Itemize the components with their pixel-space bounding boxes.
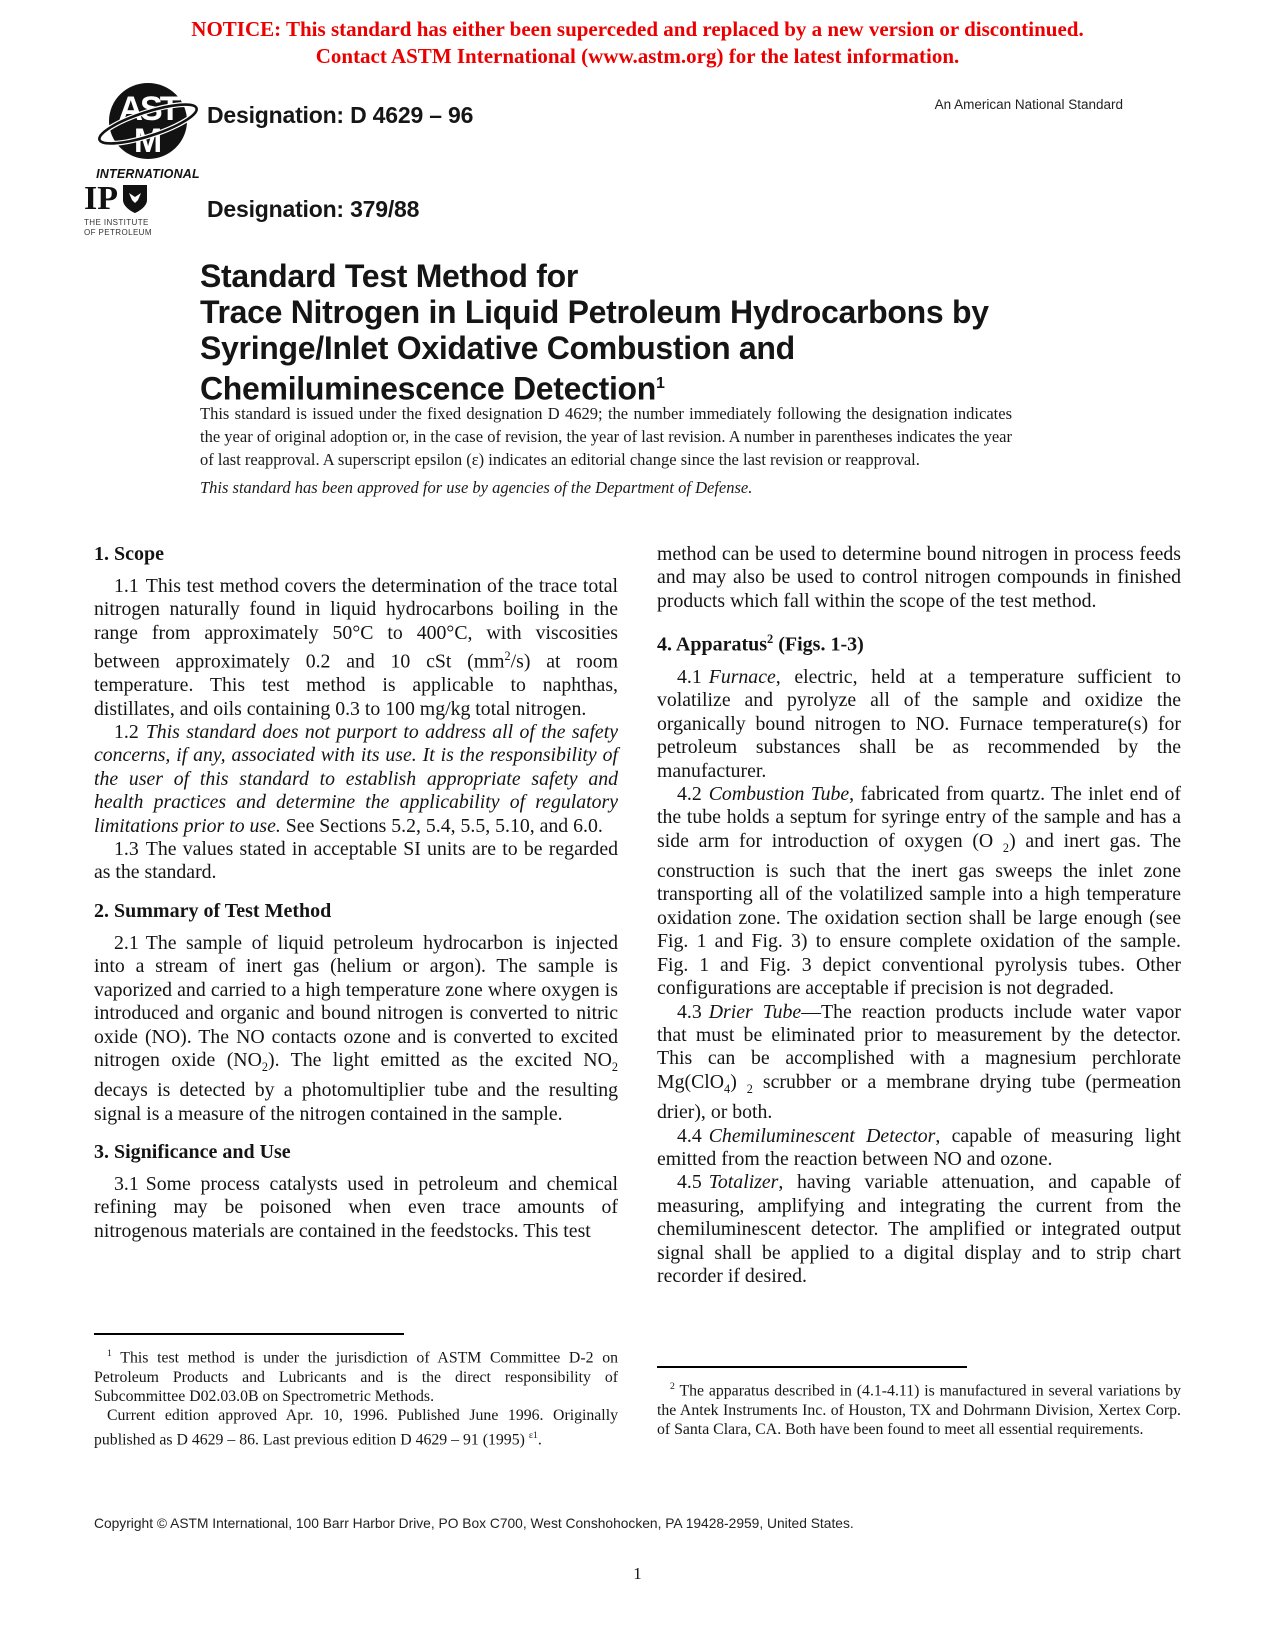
paragraph-4-3: 4.3 Drier Tube—The reaction products include water vapor that must be eliminated prior to measurement by the detector. This can be accomplished with a magnesium perchlorate Mg(ClO$_4$) $_2$ scrubber or a membrane drying tube (permeation drier), or both. [657,1000,1182,1124]
footnote-2 [657,1366,1181,1439]
notice-line-2: Contact ASTM International (www.astm.org) for the latest information. [315,44,960,68]
copyright-line: Copyright © ASTM International, 100 Barr Harbor Drive, PO Box C700, West Conshohocken, PA 19428-2959, United States. [94,1516,854,1531]
footnote-1-edition-note: Current edition approved Apr. 10, 1996. Published June 1996. Originally published as D 4629 – 86. Last previous edition D 4629 – 91 (1995) $^{\varepsilon 1}$. [94,1407,618,1449]
ip-logo-subtitle: THE INSTITUTE OF PETROLEUM [84,218,152,237]
national-standard-note: An American National Standard [934,97,1123,112]
svg-text:M: M [133,122,163,160]
ip-logo-acronym: IP [84,180,118,217]
footnote-1-text: $^1$ This test method is under the jurisdiction of ASTM Committee D-2 on Petroleum Products and Lubricants and is the direct responsibility of Subcommittee D02.03.0B on Spectrometric Methods. [94,1348,618,1406]
footnote-rule [94,1333,404,1335]
ip-shield-icon [122,184,148,214]
page-number: 1 [633,1564,642,1583]
document-title [200,258,989,407]
title-line-1: Standard Test Method for [200,258,578,294]
paragraph-3-1: 3.1 Some process catalysts used in petroleum and chemical refining may be poisoned when even trace amounts of nitrogenous materials are contained in the feedstocks. This test [94,1173,618,1242]
section-2-heading: 2. Summary of Test Method [94,899,332,922]
designation-ip: Designation: 379/88 [207,196,420,222]
paragraph-4-5: 4.5 Totalizer, having variable attenuation, and capable of measuring, amplifying and integrating the current from the chemiluminescent detector. The amplified or integrated output signal shall be applied to a digital display and to strip chart recorder if desired. [657,1171,1181,1287]
paragraph-3-1-continued: method can be used to determine bound nitrogen in process feeds and may also be used to control nitrogen compounds in finished products which fall within the scope of the test method. [657,543,1181,612]
title-footnote-ref: 1 [656,375,665,392]
ip-logo [84,180,194,237]
title-line-3: Syringe/Inlet Oxidative Combustion and [200,330,795,366]
left-column [94,543,618,1243]
paragraph-1-1: 1.1 This test method covers the determination of the trace total nitrogen naturally found in liquid hydrocarbons boiling in the range from approximately 50°C to 400°C, with viscosities between approximately 0.2 and 10 cSt $(mm^2/s)$ at room temperature. This test method is applicable to naphthas, distillates, and oils containing 0.3 to 100 mg/kg total nitrogen. [94,575,618,720]
astm-logo [92,80,204,181]
title-line-4: Chemiluminescence Detection$^1$ [200,370,665,407]
notice-banner [90,16,1185,70]
footnote-1 [94,1333,618,1450]
paragraph-4-4: 4.4 Chemiluminescent Detector, capable of measuring light emitted from the reaction between NO and ozone. [657,1124,1181,1170]
paragraph-1-3: 1.3 The values stated in acceptable SI units are to be regarded as the standard. [94,838,618,884]
footnote-rule [657,1366,967,1368]
title-line-2: Trace Nitrogen in Liquid Petroleum Hydrocarbons by [200,294,989,330]
astm-logo-tagline: INTERNATIONAL [96,167,200,181]
defense-approval-note: This standard has been approved for use by agencies of the Department of Defense. [200,478,753,497]
right-column [657,543,1181,1288]
svg-text:AST: AST [118,90,178,128]
paragraph-4-1: 4.1 Furnace, electric, held at a temperature sufficient to volatilize and pyrolyze all of the sample and oxidize the organically bound nitrogen to NO. Furnace temperature(s) for petroleum substances shall be as recommended by the manufacturer. [657,665,1181,782]
paragraph-4-2: 4.2 Combustion Tube, fabricated from quartz. The inlet end of the tube holds a septum for syringe entry of the sample and has a side arm for introduction of oxygen (O $_2$) and inert gas. The construction is such that the inert gas sweeps the inlet zone transporting all of the volatilized sample into a high temperature oxidation zone. The oxidation section shall be large enough (see Fig. 1 and Fig. 3) to ensure complete oxidation of the sample. Fig. 1 and Fig. 3 depict conventional pyrolysis tubes. Other configurations are acceptable if precision is not degraded. [657,782,1181,1000]
section-4-heading: 4. Apparatus$^2$ (Figs. 1-3) [657,632,864,656]
paragraph-1-2: 1.2 This standard does not purport to address all of the safety concerns, if any, associated with its use. It is the responsibility of the user of this standard to establish appropriate safety and health practices and determine the applicability of regulatory limitations prior to use. See Sections 5.2, 5.4, 5.5, 5.10, and 6.0. [94,721,618,837]
notice-line-1: NOTICE: This standard has either been superceded and replaced by a new version or discontinued. [191,17,1084,41]
paragraph-2-1: 2.1 The sample of liquid petroleum hydrocarbon is injected into a stream of inert gas (helium or argon). The sample is vaporized and carried to a high temperature zone where oxygen is introduced and organic and bound nitrogen is converted to nitric oxide (NO). The NO contacts ozone and is converted to excited nitrogen oxide $(NO_2)$. The light emitted as the excited $NO_2$ decays is detected by a photomultiplier tube and the resulting signal is a measure of the nitrogen contained in the sample. [94,931,619,1125]
section-1-heading: 1. Scope [94,543,164,565]
designation-astm: Designation: D 4629 – 96 [207,102,474,128]
astm-globe-icon [95,80,201,164]
footnote-2-text: $^2$ The apparatus described in (4.1-4.11) is manufactured in several variations by the Antek Instruments Inc. of Houston, TX and Dohrmann Division, Xertex Corp. of Santa Clara, CA. Both have been found to meet all essential requirements. [657,1381,1181,1439]
issuance-note: This standard is issued under the fixed designation D 4629; the number immediately following the designation indicates the year of original adoption or, in the case of revision, the year of last revision. A number in parentheses indicates the year of last reapproval. A superscript epsilon (ε) indicates an editorial change since the last revision or reapproval. [200,404,1012,469]
section-3-heading: 3. Significance and Use [94,1141,291,1164]
